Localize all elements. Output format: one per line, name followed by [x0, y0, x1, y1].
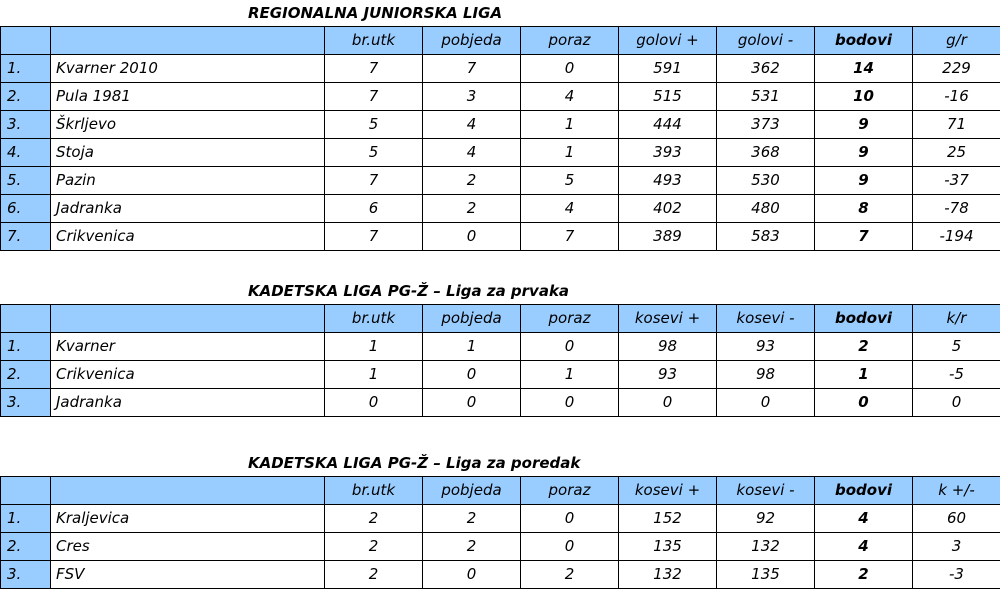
stat-cell: -3 [913, 561, 1000, 589]
stat-cell: -16 [913, 83, 1000, 111]
stat-cell: 1 [521, 111, 619, 139]
stat-cell: 5 [521, 167, 619, 195]
stat-cell: 7 [423, 55, 521, 83]
table-header-row [1, 27, 1000, 55]
stat-cell: 368 [717, 139, 815, 167]
column-header: pobjeda [423, 477, 521, 505]
stat-cell: -194 [913, 223, 1000, 251]
column-header [51, 27, 325, 55]
rank-cell: 1. [1, 55, 51, 83]
stat-cell: -5 [913, 361, 1000, 389]
stat-cell: 5 [913, 333, 1000, 361]
team-name-cell: Jadranka [51, 195, 325, 223]
stat-cell: 4 [521, 83, 619, 111]
team-name-cell: Cres [51, 533, 325, 561]
rank-cell: 5. [1, 167, 51, 195]
column-header: kosevi + [619, 477, 717, 505]
stat-cell: 402 [619, 195, 717, 223]
rank-cell: 3. [1, 561, 51, 589]
column-header [51, 305, 325, 333]
team-name-cell: Kvarner 2010 [51, 55, 325, 83]
points-cell: 14 [815, 55, 913, 83]
stat-cell: 7 [521, 223, 619, 251]
team-name-cell: Pazin [51, 167, 325, 195]
stat-cell: 71 [913, 111, 1000, 139]
rank-cell: 2. [1, 533, 51, 561]
column-header [1, 477, 51, 505]
table-title [0, 2, 1000, 24]
stat-cell: 229 [913, 55, 1000, 83]
stat-cell: 0 [521, 55, 619, 83]
stat-cell: 92 [717, 505, 815, 533]
stat-cell: 5 [325, 111, 423, 139]
rank-cell: 2. [1, 83, 51, 111]
stat-cell: 152 [619, 505, 717, 533]
column-header: poraz [521, 27, 619, 55]
stat-cell: 5 [325, 139, 423, 167]
table-row [1, 333, 1000, 361]
table-row [1, 389, 1000, 417]
points-cell: 9 [815, 167, 913, 195]
stat-cell: 531 [717, 83, 815, 111]
stat-cell: 393 [619, 139, 717, 167]
stat-cell: 1 [325, 361, 423, 389]
stat-cell: 0 [521, 389, 619, 417]
column-header: kosevi - [717, 477, 815, 505]
stat-cell: 0 [619, 389, 717, 417]
team-name-cell: Pula 1981 [51, 83, 325, 111]
stat-cell: 98 [619, 333, 717, 361]
column-header [1, 27, 51, 55]
stat-cell: 0 [423, 389, 521, 417]
standings-table [0, 304, 1000, 417]
stat-cell: 444 [619, 111, 717, 139]
stat-cell: 98 [717, 361, 815, 389]
stat-cell: 0 [423, 361, 521, 389]
points-cell: 1 [815, 361, 913, 389]
stat-cell: 2 [521, 561, 619, 589]
stat-cell: 4 [423, 111, 521, 139]
stat-cell: 93 [717, 333, 815, 361]
column-header: bodovi [815, 477, 913, 505]
points-cell: 9 [815, 139, 913, 167]
rank-cell: 4. [1, 139, 51, 167]
stat-cell: 3 [913, 533, 1000, 561]
stat-cell: 7 [325, 83, 423, 111]
stat-cell: 6 [325, 195, 423, 223]
table-header-row [1, 477, 1000, 505]
points-cell: 2 [815, 333, 913, 361]
stat-cell: 583 [717, 223, 815, 251]
stat-cell: 7 [325, 223, 423, 251]
stat-cell: 591 [619, 55, 717, 83]
stat-cell: 1 [423, 333, 521, 361]
team-name-cell: Kraljevica [51, 505, 325, 533]
table-row [1, 111, 1000, 139]
table-row [1, 55, 1000, 83]
stat-cell: 2 [423, 195, 521, 223]
column-header: g/r [913, 27, 1000, 55]
column-header: pobjeda [423, 27, 521, 55]
rank-cell: 1. [1, 505, 51, 533]
points-cell: 2 [815, 561, 913, 589]
stat-cell: 2 [423, 533, 521, 561]
rank-cell: 7. [1, 223, 51, 251]
table-title-text: KADETSKA LIGA PG-Ž – Liga za poredak [248, 452, 580, 474]
stat-cell: 373 [717, 111, 815, 139]
points-cell: 8 [815, 195, 913, 223]
points-cell: 9 [815, 111, 913, 139]
column-header: golovi - [717, 27, 815, 55]
column-header: k +/- [913, 477, 1000, 505]
team-name-cell: Stoja [51, 139, 325, 167]
standings-table [0, 26, 1000, 251]
stat-cell: 515 [619, 83, 717, 111]
table-row [1, 561, 1000, 589]
table-row [1, 83, 1000, 111]
column-header: br.utk [325, 305, 423, 333]
column-header: bodovi [815, 305, 913, 333]
rank-cell: 6. [1, 195, 51, 223]
points-cell: 4 [815, 533, 913, 561]
stat-cell: 362 [717, 55, 815, 83]
team-name-cell: Crikvenica [51, 361, 325, 389]
rank-cell: 3. [1, 111, 51, 139]
stat-cell: 0 [521, 333, 619, 361]
table-title [0, 452, 1000, 474]
stat-cell: 0 [521, 533, 619, 561]
stat-cell: 135 [619, 533, 717, 561]
column-header: br.utk [325, 477, 423, 505]
team-name-cell: FSV [51, 561, 325, 589]
table-row [1, 533, 1000, 561]
column-header: poraz [521, 477, 619, 505]
column-header: br.utk [325, 27, 423, 55]
team-name-cell: Kvarner [51, 333, 325, 361]
table-title [0, 280, 1000, 302]
column-header [1, 305, 51, 333]
stat-cell: 0 [913, 389, 1000, 417]
stat-cell: 2 [423, 167, 521, 195]
stat-cell: 2 [423, 505, 521, 533]
stat-cell: 389 [619, 223, 717, 251]
stat-cell: 2 [325, 533, 423, 561]
table-row [1, 505, 1000, 533]
stat-cell: 7 [325, 167, 423, 195]
stat-cell: 0 [423, 223, 521, 251]
points-cell: 4 [815, 505, 913, 533]
table-row [1, 139, 1000, 167]
table-row [1, 223, 1000, 251]
team-name-cell: Jadranka [51, 389, 325, 417]
stat-cell: 132 [717, 533, 815, 561]
table-header-row [1, 305, 1000, 333]
stat-cell: 7 [325, 55, 423, 83]
stat-cell: 2 [325, 561, 423, 589]
table-title-text: REGIONALNA JUNIORSKA LIGA [248, 2, 502, 24]
rank-cell: 2. [1, 361, 51, 389]
points-cell: 10 [815, 83, 913, 111]
stat-cell: 135 [717, 561, 815, 589]
stat-cell: 2 [325, 505, 423, 533]
stat-cell: 1 [521, 139, 619, 167]
table-row [1, 167, 1000, 195]
stat-cell: 4 [423, 139, 521, 167]
points-cell: 0 [815, 389, 913, 417]
rank-cell: 3. [1, 389, 51, 417]
stat-cell: 1 [325, 333, 423, 361]
stat-cell: 0 [717, 389, 815, 417]
column-header: kosevi + [619, 305, 717, 333]
stat-cell: 0 [521, 505, 619, 533]
stat-cell: 93 [619, 361, 717, 389]
stat-cell: 132 [619, 561, 717, 589]
team-name-cell: Crikvenica [51, 223, 325, 251]
points-cell: 7 [815, 223, 913, 251]
stat-cell: 0 [423, 561, 521, 589]
standings-table [0, 476, 1000, 589]
column-header [51, 477, 325, 505]
team-name-cell: Škrljevo [51, 111, 325, 139]
stat-cell: 493 [619, 167, 717, 195]
stat-cell: -78 [913, 195, 1000, 223]
column-header: pobjeda [423, 305, 521, 333]
stat-cell: 4 [521, 195, 619, 223]
stat-cell: 60 [913, 505, 1000, 533]
table-title-text: KADETSKA LIGA PG-Ž – Liga za prvaka [248, 280, 569, 302]
stat-cell: 480 [717, 195, 815, 223]
column-header: poraz [521, 305, 619, 333]
stat-cell: 25 [913, 139, 1000, 167]
table-row [1, 195, 1000, 223]
stat-cell: 530 [717, 167, 815, 195]
table-row [1, 361, 1000, 389]
column-header: bodovi [815, 27, 913, 55]
column-header: kosevi - [717, 305, 815, 333]
stat-cell: 3 [423, 83, 521, 111]
rank-cell: 1. [1, 333, 51, 361]
column-header: k/r [913, 305, 1000, 333]
stat-cell: 1 [521, 361, 619, 389]
stat-cell: 0 [325, 389, 423, 417]
column-header: golovi + [619, 27, 717, 55]
stat-cell: -37 [913, 167, 1000, 195]
